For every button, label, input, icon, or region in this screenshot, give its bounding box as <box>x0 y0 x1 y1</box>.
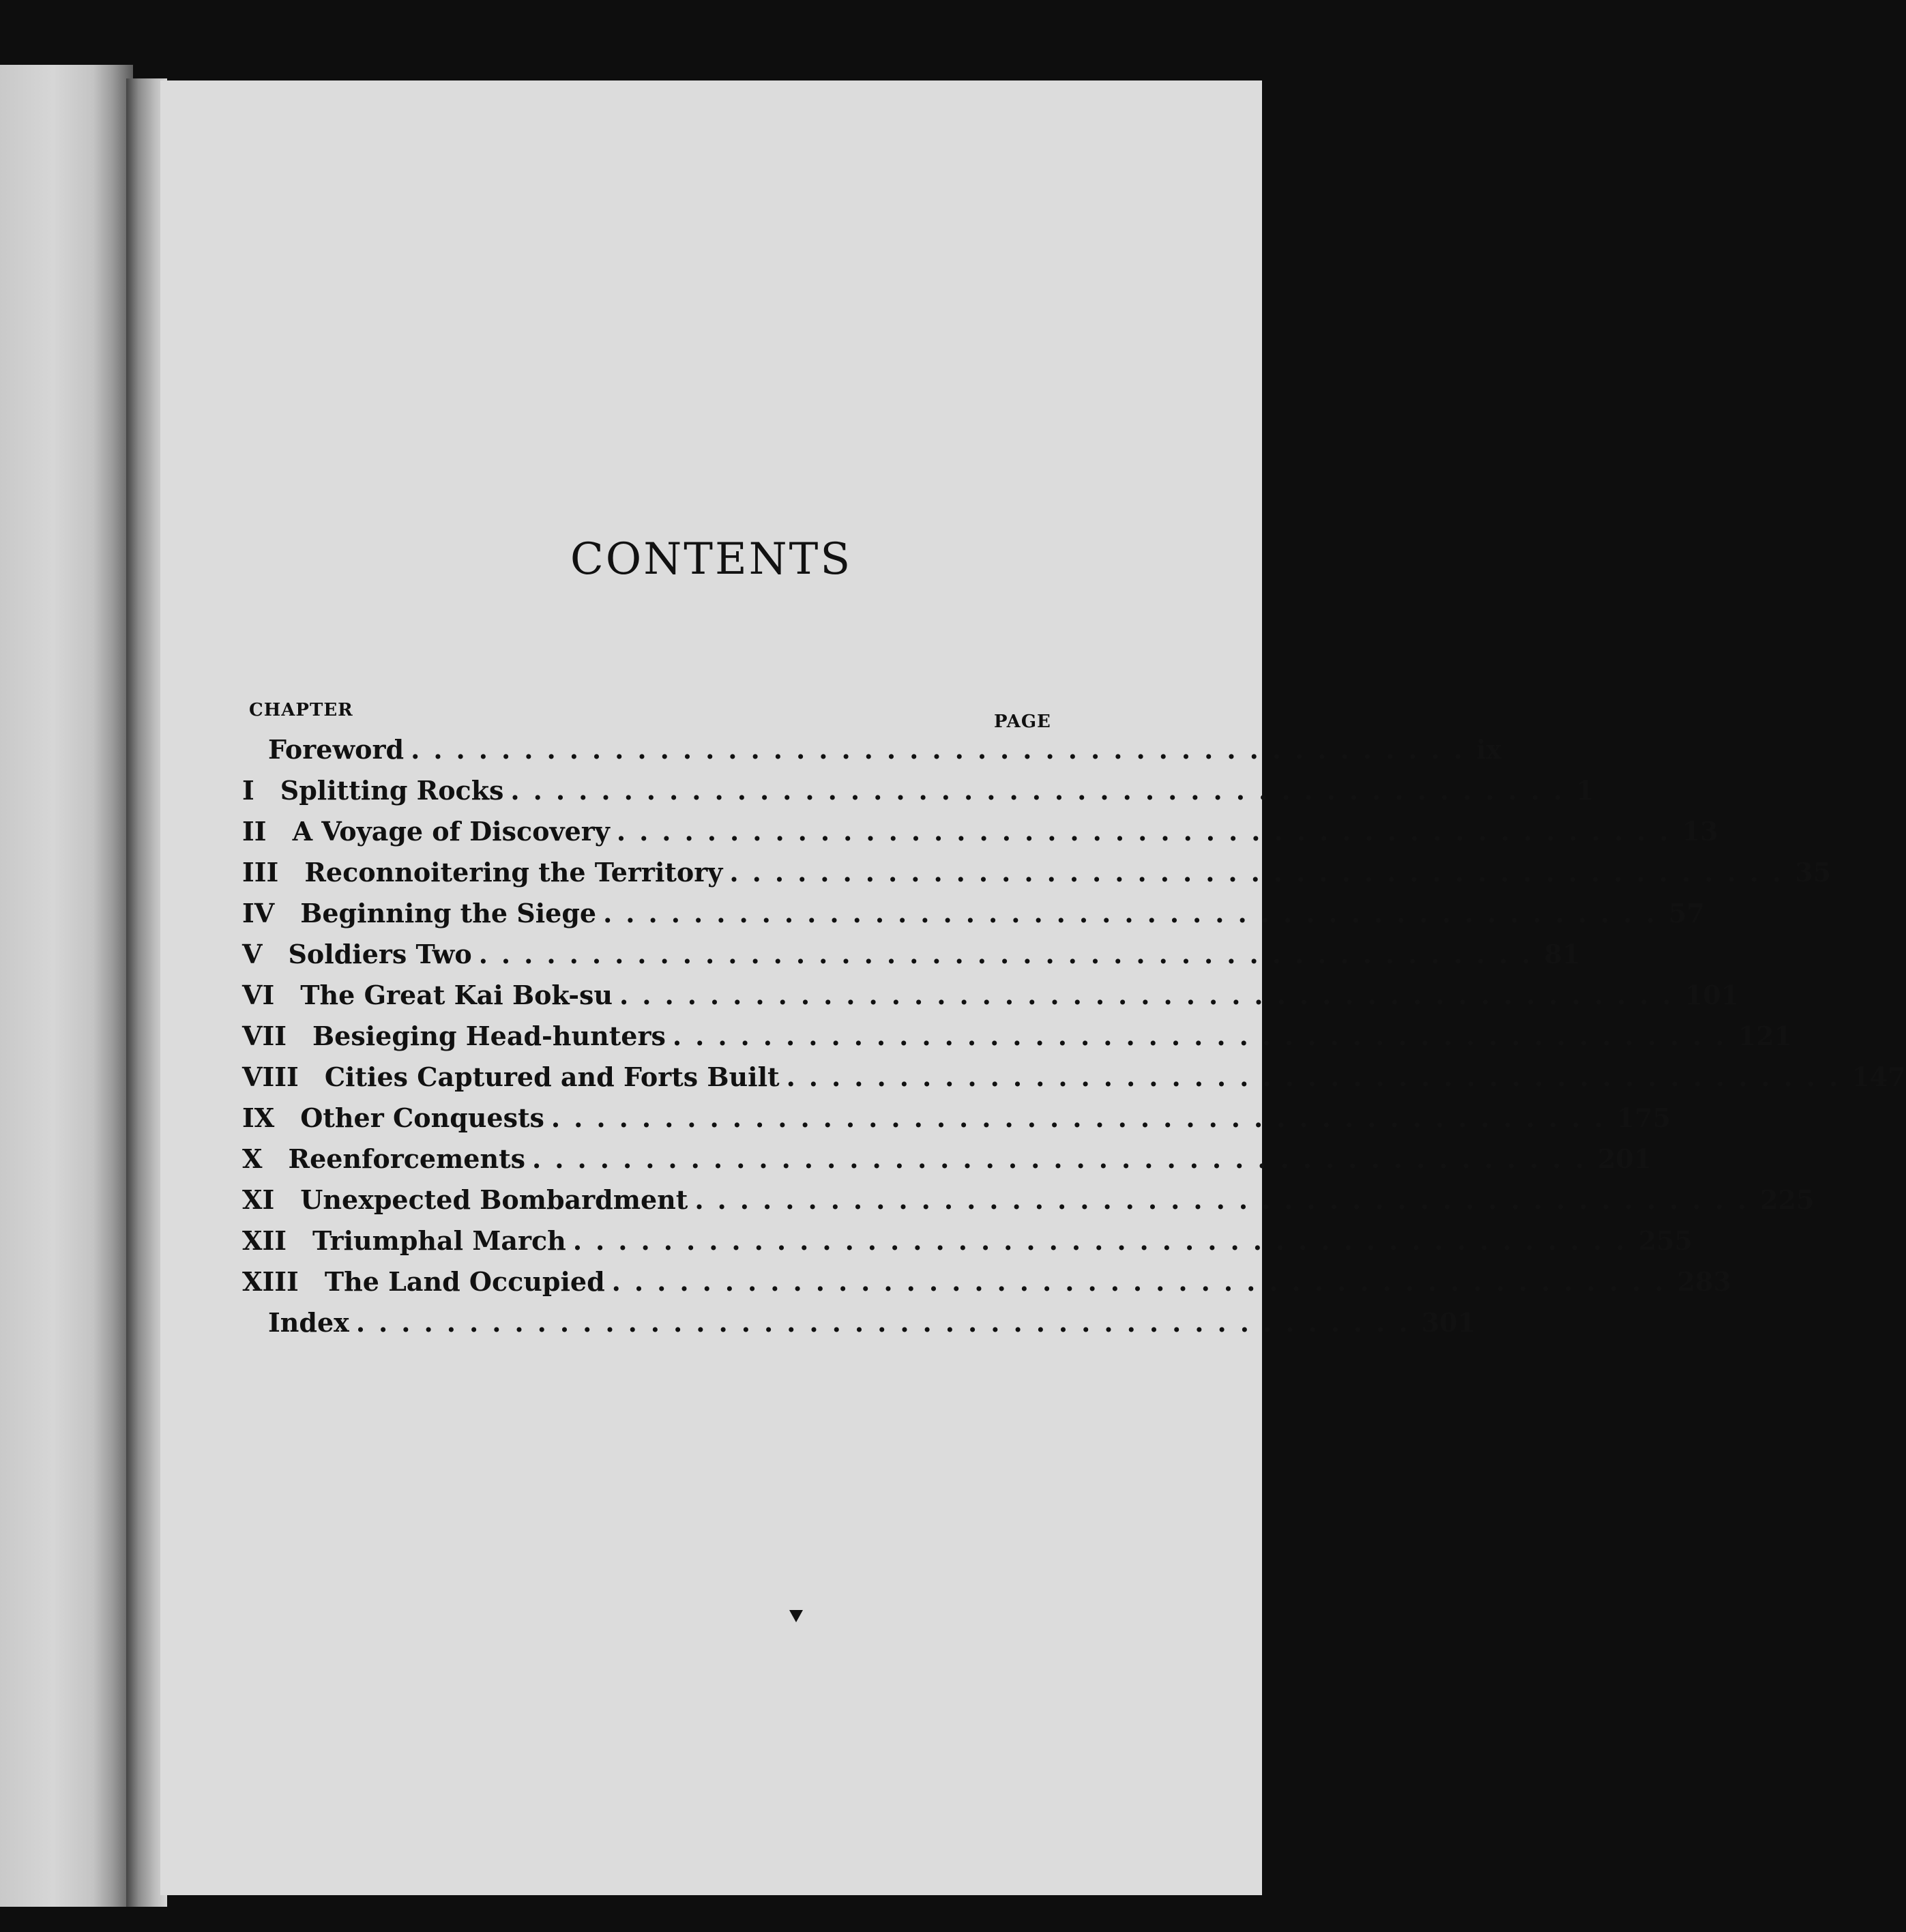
page-number: 13 <box>1682 816 1718 847</box>
chapter-number: V <box>242 939 263 969</box>
toc-entry <box>242 1102 1671 1143</box>
page-title: CONTENTS <box>570 534 853 585</box>
dot-leader: ............................................... <box>729 857 1795 888</box>
dot-leader: ............................................... <box>603 898 1669 928</box>
chapter-title: Reconnoitering the Territory <box>304 857 723 888</box>
dot-leader: ............................................... <box>611 1266 1677 1297</box>
chapter-title: Index <box>268 1307 349 1338</box>
dot-leader: ............................................... <box>532 1143 1598 1174</box>
toc-entry <box>242 1307 1476 1348</box>
book-page <box>160 80 1906 1895</box>
page-number: 225 <box>1760 1184 1815 1215</box>
toc-entry <box>242 1143 1652 1184</box>
chapter-number: I <box>242 775 254 806</box>
chapter-number: XII <box>242 1225 287 1256</box>
dot-leader: ............................................... <box>694 1184 1761 1215</box>
table-of-contents <box>242 734 1906 1348</box>
chapter-title: Reenforcements <box>288 1143 526 1174</box>
page-number: 101 <box>1684 980 1740 1010</box>
toc-entry <box>242 816 1718 857</box>
chapter-number: VII <box>242 1021 287 1051</box>
page-number: 147 <box>1851 1062 1906 1092</box>
chapter-title: A Voyage of Discovery <box>292 816 610 847</box>
toc-entry <box>242 1021 1792 1062</box>
signature-mark-icon <box>789 1610 803 1622</box>
chapter-title: Foreword <box>268 734 405 765</box>
page-number: 57 <box>1668 898 1705 928</box>
toc-entry <box>242 775 1594 816</box>
chapter-column-header: CHAPTER <box>249 700 353 720</box>
page-number: 301 <box>1421 1307 1476 1338</box>
dot-leader: ............................................... <box>572 1225 1639 1256</box>
facing-page-edge <box>0 65 133 1907</box>
chapter-title: Splitting Rocks <box>280 775 504 806</box>
dot-leader: ............................................... <box>411 734 1476 765</box>
chapter-number: IX <box>242 1102 275 1133</box>
chapter-number: III <box>242 857 279 888</box>
chapter-title: The Land Occupied <box>324 1266 605 1297</box>
chapter-number: II <box>242 816 267 847</box>
toc-entry <box>242 1062 1906 1102</box>
chapter-title: Unexpected Bombardment <box>300 1184 688 1215</box>
toc-entry <box>242 1225 1692 1266</box>
chapter-title: Other Conquests <box>300 1102 544 1133</box>
chapter-number: VI <box>242 980 275 1010</box>
chapter-title: Beginning the Siege <box>300 898 597 928</box>
dot-leader: ............................................... <box>478 939 1544 969</box>
chapter-number: IV <box>242 898 275 928</box>
chapter-number: XIII <box>242 1266 299 1297</box>
chapter-title: Cities Captured and Forts Built <box>324 1062 780 1092</box>
page-column-header: PAGE <box>994 712 1051 732</box>
page-number: 1 <box>1576 775 1594 806</box>
chapter-title: Triumphal March <box>312 1225 566 1256</box>
dot-leader: ............................................... <box>619 980 1685 1010</box>
dot-leader: ............................................... <box>786 1062 1852 1092</box>
page-number: 81 <box>1544 939 1581 969</box>
dot-leader: ............................................... <box>355 1307 1422 1338</box>
toc-entry <box>242 939 1581 980</box>
chapter-number: X <box>242 1143 263 1174</box>
toc-entry <box>242 980 1740 1021</box>
dot-leader: ............................................... <box>672 1021 1738 1051</box>
page-number: 283 <box>1677 1266 1731 1297</box>
toc-entry <box>242 898 1705 939</box>
toc-entry <box>242 1266 1731 1307</box>
page-number: 35 <box>1795 857 1832 888</box>
page-number: ix <box>1476 734 1501 765</box>
chapter-number: XI <box>242 1184 275 1215</box>
dot-leader: ............................................... <box>510 775 1577 806</box>
dot-leader: ............................................... <box>616 816 1682 847</box>
toc-entry <box>242 734 1501 775</box>
dot-leader: ............................................... <box>551 1102 1617 1133</box>
page-number: 175 <box>1616 1102 1671 1133</box>
chapter-number: VIII <box>242 1062 299 1092</box>
chapter-title: Besieging Head-hunters <box>312 1021 666 1051</box>
chapter-title: Soldiers Two <box>288 939 472 969</box>
page-number: 201 <box>1597 1143 1652 1174</box>
page-number: 121 <box>1738 1021 1792 1051</box>
chapter-title: The Great Kai Bok-su <box>300 980 613 1010</box>
toc-entry <box>242 1184 1815 1225</box>
toc-entry <box>242 857 1832 898</box>
page-number: 255 <box>1638 1225 1692 1256</box>
